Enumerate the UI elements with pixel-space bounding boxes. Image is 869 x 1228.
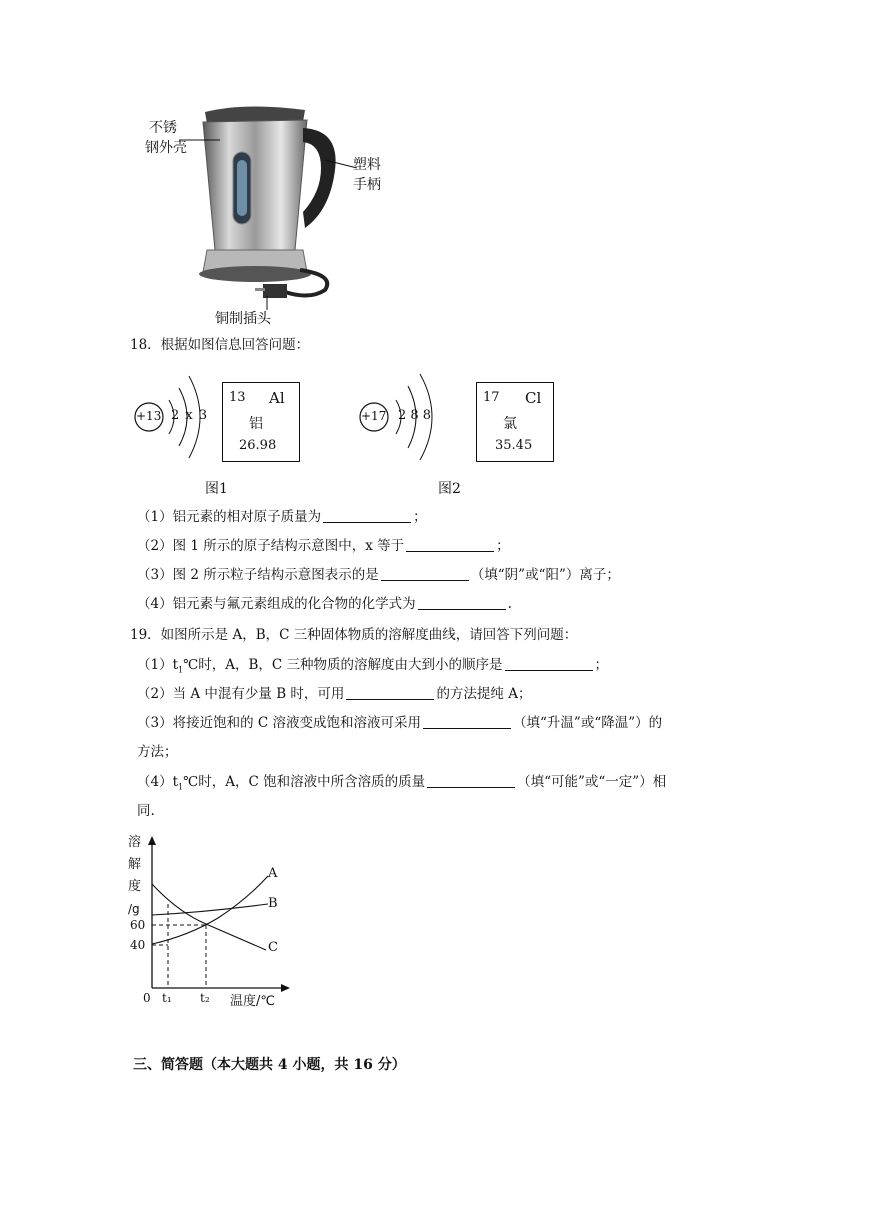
q19-answer-blank-4[interactable]	[427, 773, 515, 788]
cl-symbol: Cl	[525, 389, 542, 407]
al-name: 铝	[249, 416, 263, 432]
q18-answer-blank-4[interactable]	[418, 595, 506, 610]
solubility-chart	[128, 832, 298, 1012]
al-electron-config: 2 x 3	[171, 408, 208, 423]
curve-a	[152, 876, 268, 944]
y-axis-label: 溶 解 度 /g	[128, 835, 142, 916]
q18-answer-blank-3[interactable]	[381, 566, 469, 581]
label-steel-shell: 不锈 钢外壳	[145, 120, 187, 156]
figure-1-caption: 图1	[205, 481, 228, 497]
q19-part2: （2）当 A 中混有少量 B 时，可用 的方法提纯 A；	[137, 686, 532, 702]
q18-part4: （4）铝元素与氟元素组成的化合物的化学式为 .	[137, 596, 512, 612]
q19-answer-blank-2[interactable]	[346, 685, 434, 700]
x-tick-t1: t₁	[162, 991, 172, 1005]
cl-nucleus-label: +17	[361, 409, 387, 423]
al-atomic-mass: 26.98	[239, 438, 277, 453]
q19-stem: 19．如图所示是 A，B，C 三种固体物质的溶解度曲线，请回答下列问题：	[130, 627, 578, 643]
q18-part1: （1）铝元素的相对原子质量为 ；	[137, 509, 427, 525]
curve-b	[152, 904, 268, 915]
y-axis-arrow	[148, 836, 156, 845]
section-3-heading: 三、简答题（本大题共 4 小题，共 16 分）	[133, 1057, 406, 1073]
origin-label: 0	[143, 991, 151, 1005]
q19-part3: （3）将接近饱和的 C 溶液变成饱和溶液可采用 （填“升温”或“降温”）的	[137, 715, 663, 731]
q18-figures	[133, 362, 553, 500]
cl-name: 氯	[503, 416, 517, 432]
al-atomic-number: 13	[229, 390, 246, 405]
q19-answer-blank-3[interactable]	[423, 714, 511, 729]
cl-atomic-mass: 35.45	[495, 438, 533, 453]
x-axis-label: 温度/℃	[230, 994, 275, 1009]
al-element-card	[222, 382, 300, 462]
al-nucleus-label: +13	[136, 409, 162, 423]
cl-element-card	[476, 382, 554, 462]
q18-part2: （2）图 1 所示的原子结构示意图中，x 等于 ；	[137, 538, 510, 554]
q18-answer-blank-2[interactable]	[406, 537, 494, 552]
cl-ion-diagram	[358, 362, 468, 472]
series-label-c: C	[268, 940, 278, 955]
q19-answer-blank-1[interactable]	[505, 656, 593, 671]
y-tick-60: 60	[130, 918, 146, 932]
q19-part4: $(4)t_1℃$时，A，C 饱和溶液中所含溶质的质量 （填“可能”或“一定”）相	[137, 774, 667, 792]
cl-electron-config: 2 8 8	[398, 408, 432, 423]
label-copper-plug: 铜制插头	[215, 311, 271, 327]
al-atom-diagram	[133, 362, 223, 472]
q19-part4-cont: 同.	[137, 803, 155, 819]
x-tick-t2: t₂	[200, 991, 210, 1005]
x-axis-arrow	[281, 984, 290, 992]
q19-part1: $(1)t_1℃$时，A，B，C 三种物质的溶解度由大到小的顺序是 ；	[137, 657, 609, 675]
y-tick-40: 40	[130, 938, 146, 952]
al-symbol: Al	[269, 389, 285, 407]
series-label-a: A	[268, 866, 278, 881]
series-label-b: B	[268, 896, 278, 911]
q19-part3-cont: 方法；	[137, 744, 178, 760]
solubility-chart-svg	[128, 832, 298, 1012]
figure-2-caption: 图2	[438, 481, 461, 497]
cl-atomic-number: 17	[483, 390, 500, 405]
q18-answer-blank-1[interactable]	[323, 508, 411, 523]
q18-part3: （3）图 2 所示粒子结构示意图表示的是 （填“阴”或“阳”）离子；	[137, 567, 620, 583]
label-plastic-handle: 塑料 手柄	[353, 157, 381, 193]
q18-stem: 18．根据如图信息回答问题：	[130, 337, 310, 353]
kettle-figure	[135, 100, 385, 330]
